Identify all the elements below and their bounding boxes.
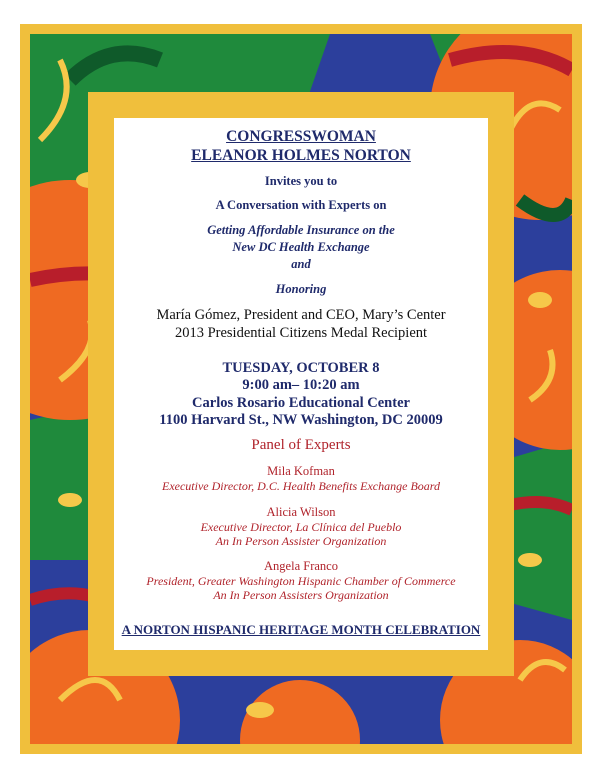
- invitation-card: [114, 118, 488, 650]
- celebration-footer: A NORTON HISPANIC HERITAGE MONTH CELEBRATION: [121, 622, 481, 638]
- honoring-text: Honoring: [275, 282, 327, 297]
- event-venue: Carlos Rosario Educational Center: [192, 394, 410, 411]
- event-address: 1100 Harvard St., NW Washington, DC 20009: [159, 412, 443, 429]
- page-title-line1: CONGRESSWOMAN: [226, 128, 376, 145]
- expert-role: Executive Director, La Clínica del Pueblo: [200, 519, 402, 534]
- expert-role: President, Greater Washington Hispanic Chamber of Commerce: [146, 573, 456, 588]
- honoree-line1: María Gómez, President and CEO, Mary’s Center: [156, 307, 446, 324]
- conversation-text: A Conversation with Experts on: [215, 198, 387, 213]
- panel-heading: Panel of Experts: [251, 436, 351, 453]
- expert-organization: An In Person Assisters Organization: [213, 588, 389, 603]
- event-date: TUESDAY, OCTOBER 8: [222, 359, 380, 376]
- expert-name: Angela Franco: [264, 558, 338, 573]
- topic-line1: Getting Affordable Insurance on the: [207, 223, 395, 238]
- page-title-line2: ELEANOR HOLMES NORTON: [191, 146, 411, 164]
- invites-text: Invites you to: [264, 174, 338, 189]
- topic-line2: New DC Health Exchange: [232, 240, 370, 255]
- expert-name: Alicia Wilson: [266, 504, 336, 519]
- honoree-line2: 2013 Presidential Citizens Medal Recipient: [174, 324, 428, 341]
- topic-and: and: [291, 257, 311, 272]
- expert-name: Mila Kofman: [267, 463, 335, 478]
- expert-role: Executive Director, D.C. Health Benefits Exchange Board: [161, 478, 441, 493]
- event-time: 9:00 am– 10:20 am: [242, 377, 360, 394]
- expert-organization: An In Person Assister Organization: [215, 534, 387, 549]
